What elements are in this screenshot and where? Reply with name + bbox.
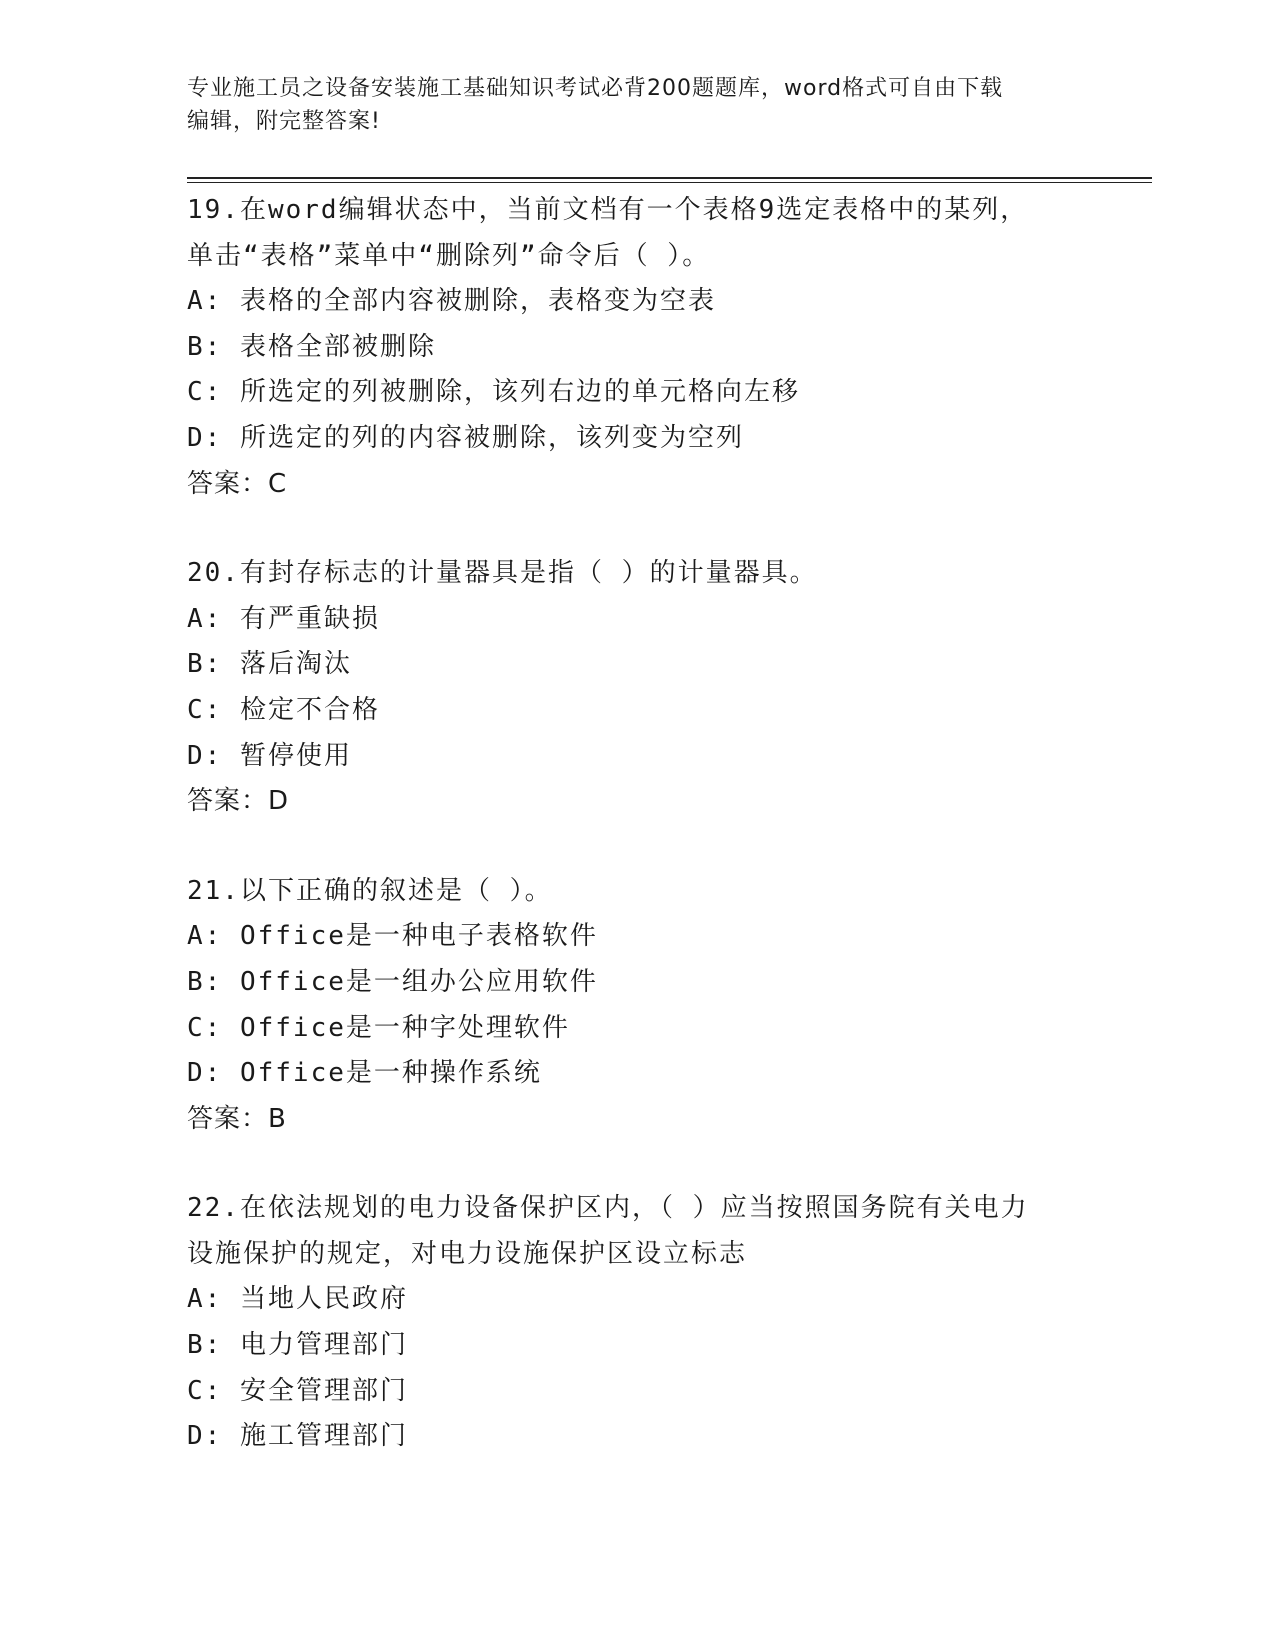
option-d: D: 施工管理部门 bbox=[187, 1421, 408, 1452]
header-divider-thick bbox=[187, 177, 1152, 179]
question-stem: 19.在word编辑状态中，当前文档有一个表格9选定表格中的某列， bbox=[187, 195, 1029, 225]
option-b: B: 落后淘汰 bbox=[187, 649, 352, 680]
option-d: D: 所选定的列的内容被删除，该列变为空列 bbox=[187, 422, 744, 453]
option-b: B: Office是一组办公应用软件 bbox=[187, 966, 598, 997]
option-b: B: 表格全部被删除 bbox=[187, 331, 436, 362]
question-22 bbox=[187, 1186, 1087, 1460]
option-a: A: 有严重缺损 bbox=[187, 603, 380, 634]
header-divider-thin bbox=[187, 182, 1152, 183]
question-stem: 22.在依法规划的电力设备保护区内，（ ）应当按照国务院有关电力 bbox=[187, 1193, 1029, 1224]
option-d: D: 暂停使用 bbox=[187, 740, 352, 771]
option-b: B: 电力管理部门 bbox=[187, 1330, 408, 1361]
question-20 bbox=[187, 551, 1087, 825]
answer-line: 答案：B bbox=[187, 1103, 287, 1134]
document-header bbox=[187, 72, 1067, 138]
answer-line: 答案：D bbox=[187, 786, 290, 817]
option-c: C: Office是一种字处理软件 bbox=[187, 1012, 570, 1043]
option-c: C: 所选定的列被删除，该列右边的单元格向左移 bbox=[187, 377, 800, 408]
option-c: C: 检定不合格 bbox=[187, 694, 380, 725]
question-stem: 设施保护的规定，对电力设施保护区设立标志 bbox=[187, 1238, 748, 1269]
option-a: A: 表格的全部内容被删除，表格变为空表 bbox=[187, 286, 716, 317]
header-line-2: 编辑，附完整答案! bbox=[187, 109, 381, 134]
question-19 bbox=[187, 188, 1087, 507]
option-a: A: 当地人民政府 bbox=[187, 1284, 408, 1315]
question-stem: 21.以下正确的叙述是（ ）。 bbox=[187, 875, 553, 906]
question-21 bbox=[187, 869, 1087, 1143]
question-stem: 20.有封存标志的计量器具是指（ ）的计量器具。 bbox=[187, 558, 818, 589]
question-list bbox=[187, 188, 1087, 1504]
option-a: A: Office是一种电子表格软件 bbox=[187, 921, 598, 952]
answer-line: 答案：C bbox=[187, 468, 288, 499]
option-d: D: Office是一种操作系统 bbox=[187, 1058, 542, 1089]
question-stem: 单击“表格”菜单中“删除列”命令后（ ）。 bbox=[187, 240, 711, 271]
header-line-1: 专业施工员之设备安装施工基础知识考试必背200题题库，word格式可自由下载 bbox=[187, 76, 1004, 101]
option-c: C: 安全管理部门 bbox=[187, 1375, 408, 1406]
